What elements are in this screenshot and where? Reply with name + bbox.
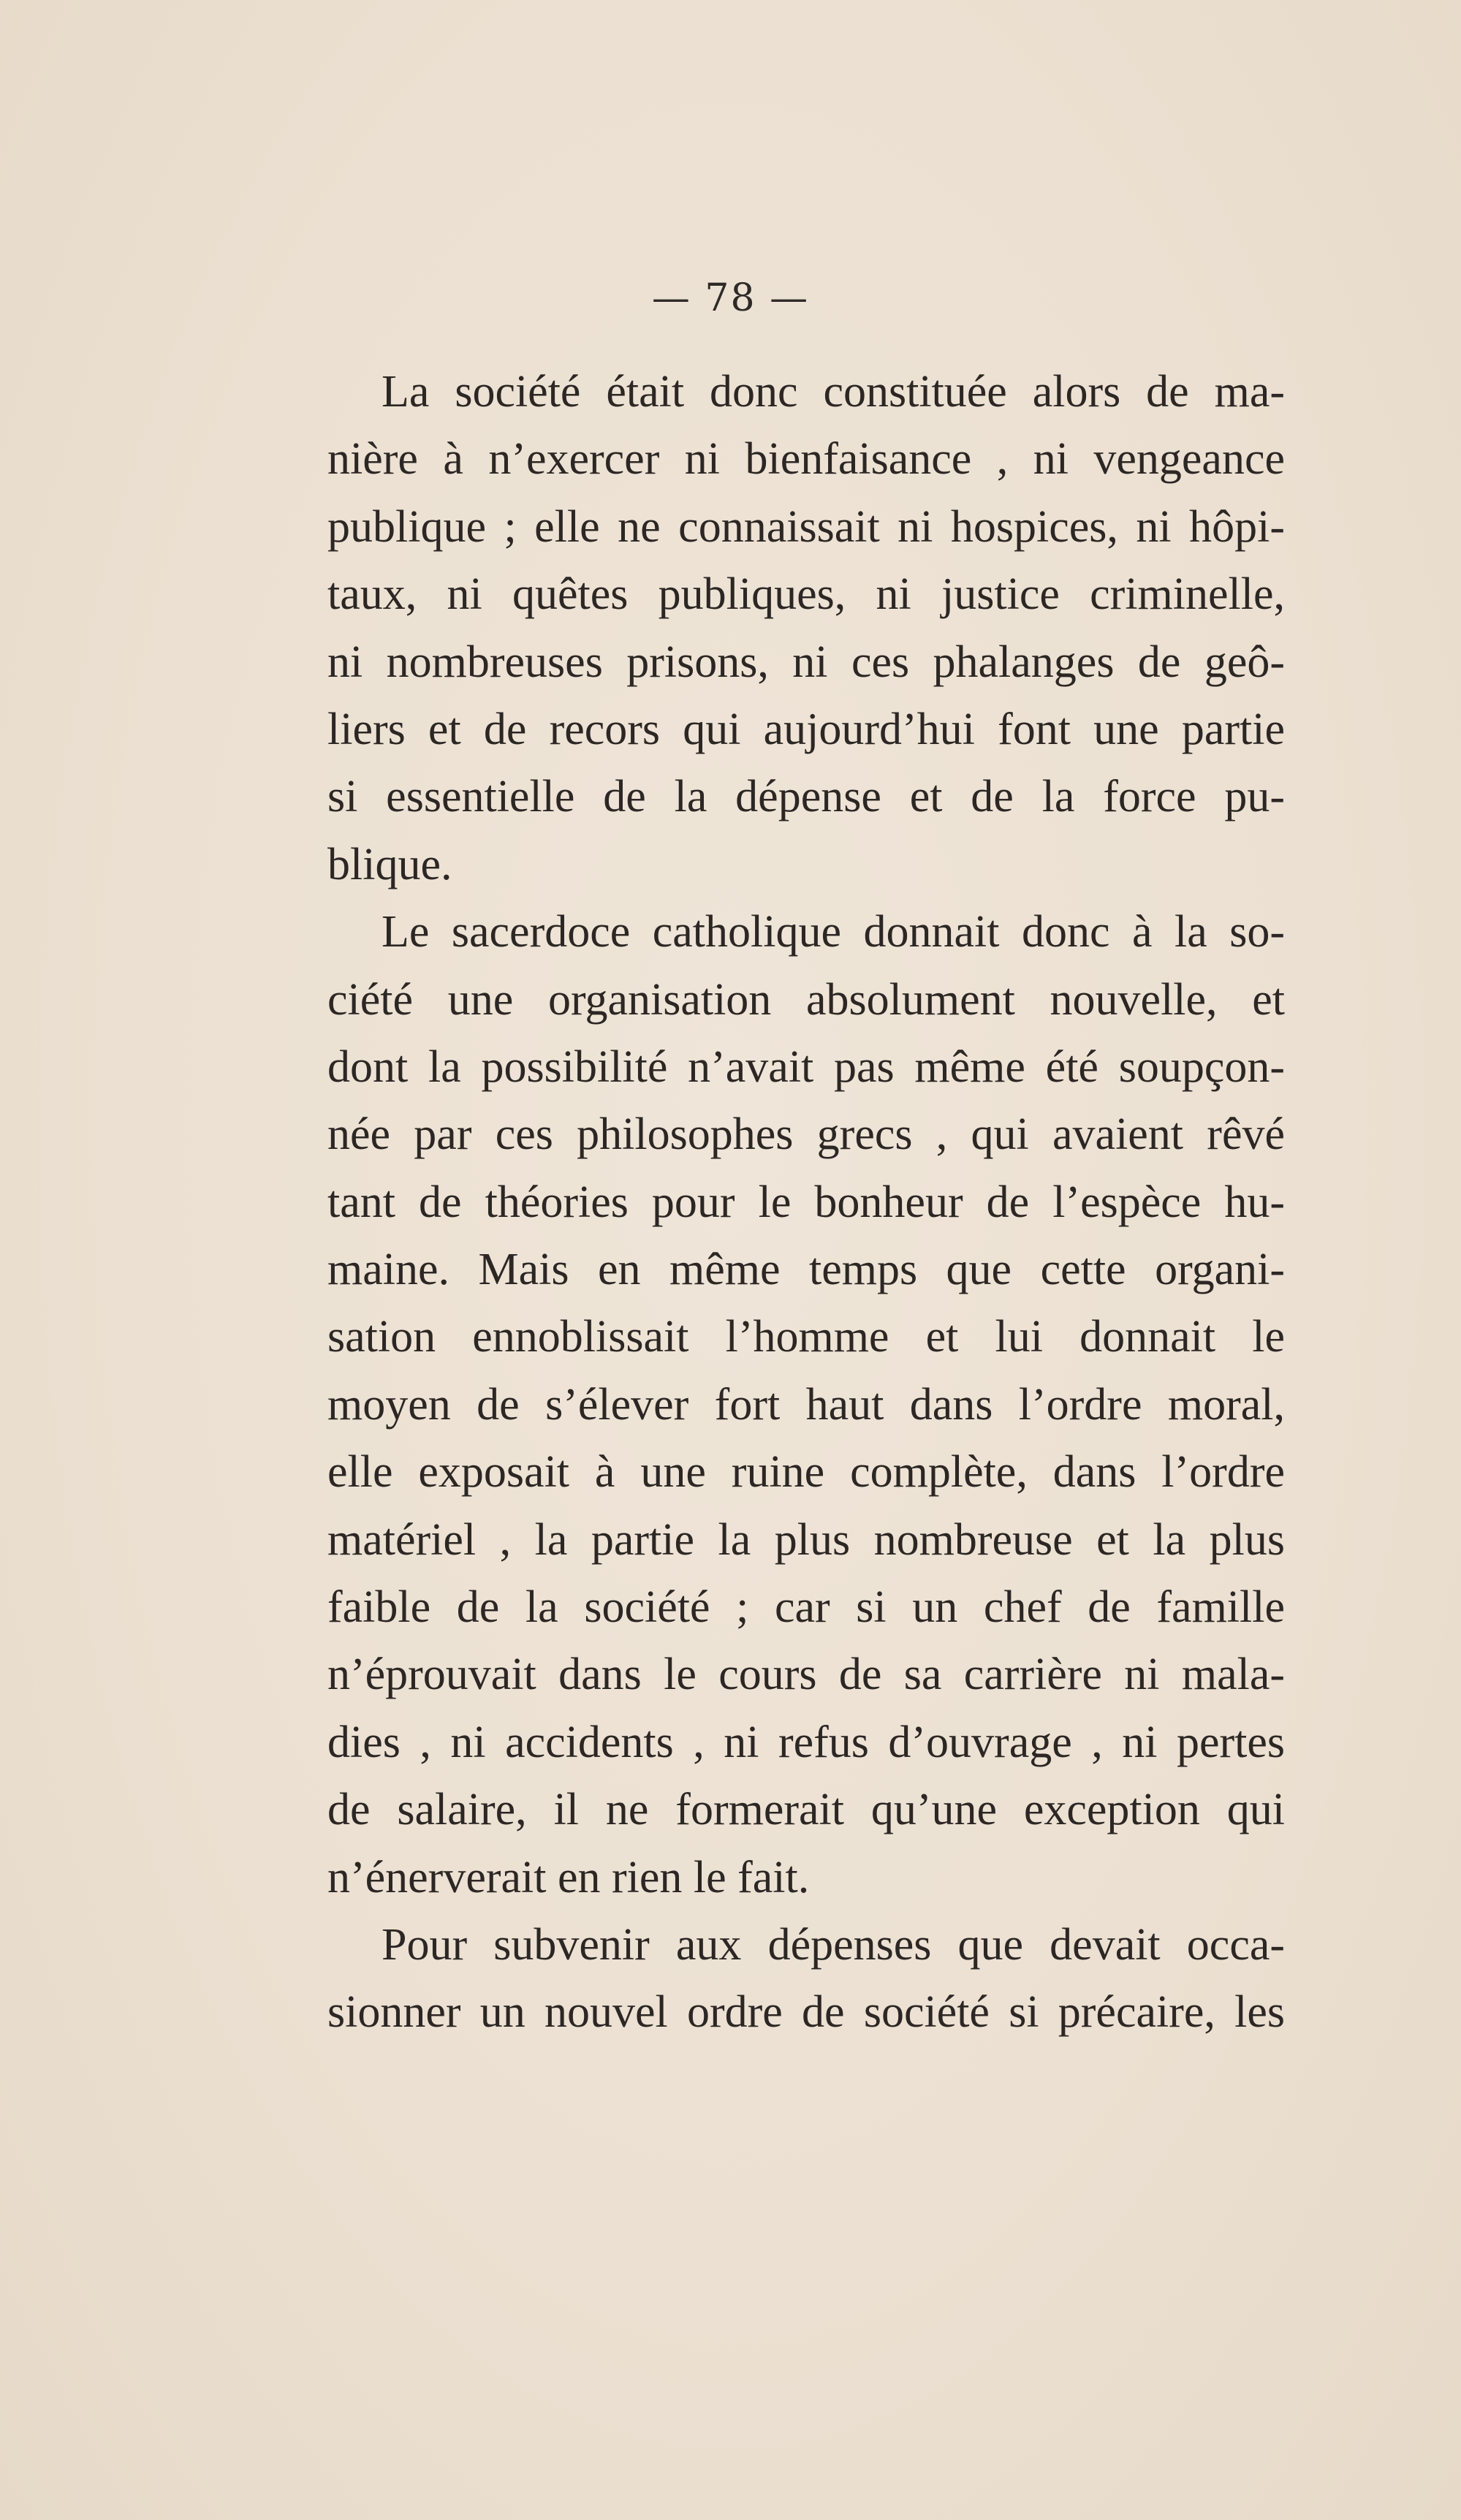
text-line: publique ; elle ne connaissait ni hospices, ni hôpi-	[327, 501, 1285, 552]
text-line: Pour subvenir aux dépenses que devait occa-	[382, 1919, 1285, 1970]
page-number: — 78 —	[651, 276, 810, 320]
text-line: sionner un nouvel ordre de société si précaire, les	[327, 1987, 1285, 2038]
text-line: faible de la société ; car si un chef de famille	[327, 1582, 1285, 1633]
text-line: dies , ni accidents , ni refus d’ouvrage , ni pertes	[327, 1717, 1285, 1767]
text-line: née par ces philosophes grecs , qui avaient rêvé	[327, 1109, 1285, 1160]
text-line: tant de théories pour le bonheur de l’espèce hu-	[327, 1177, 1285, 1227]
text-line: dont la possibilité n’avait pas même été soupçon-	[327, 1041, 1285, 1092]
text-line: blique.	[327, 839, 452, 889]
text-line: La société était donc constituée alors de ma-	[382, 367, 1285, 417]
text-line: Le sacerdoce catholique donnait donc à la so-	[382, 907, 1285, 957]
paragraph-1	[327, 358, 1285, 898]
text-line: liers et de recors qui aujourd’hui font une partie	[327, 704, 1285, 754]
text-line: n’énerverait en rien le fait.	[327, 1852, 810, 1902]
text-line: nière à n’exercer ni bienfaisance , ni vengeance	[327, 434, 1285, 485]
text-line: matériel , la partie la plus nombreuse et la plus	[327, 1514, 1285, 1565]
body-text	[327, 358, 1285, 2046]
text-line: de salaire, il ne formerait qu’une exception qui	[327, 1785, 1285, 1835]
paragraph-3	[327, 1911, 1285, 2046]
text-line: ciété une organisation absolument nouvelle, et	[327, 974, 1285, 1025]
text-line: si essentielle de la dépense et de la force pu-	[327, 772, 1285, 822]
paragraph-2	[327, 898, 1285, 1911]
text-line: n’éprouvait dans le cours de sa carrière ni mala-	[327, 1650, 1285, 1700]
text-line: moyen de s’élever fort haut dans l’ordre moral,	[327, 1379, 1285, 1430]
text-line: sation ennoblissait l’homme et lui donnait le	[327, 1312, 1285, 1362]
text-line: taux, ni quêtes publiques, ni justice criminelle,	[327, 569, 1285, 620]
text-line: elle exposait à une ruine complète, dans l’ordre	[327, 1447, 1285, 1498]
text-line: ni nombreuses prisons, ni ces phalanges de geô-	[327, 637, 1285, 687]
text-line: maine. Mais en même temps que cette organi-	[327, 1245, 1285, 1295]
